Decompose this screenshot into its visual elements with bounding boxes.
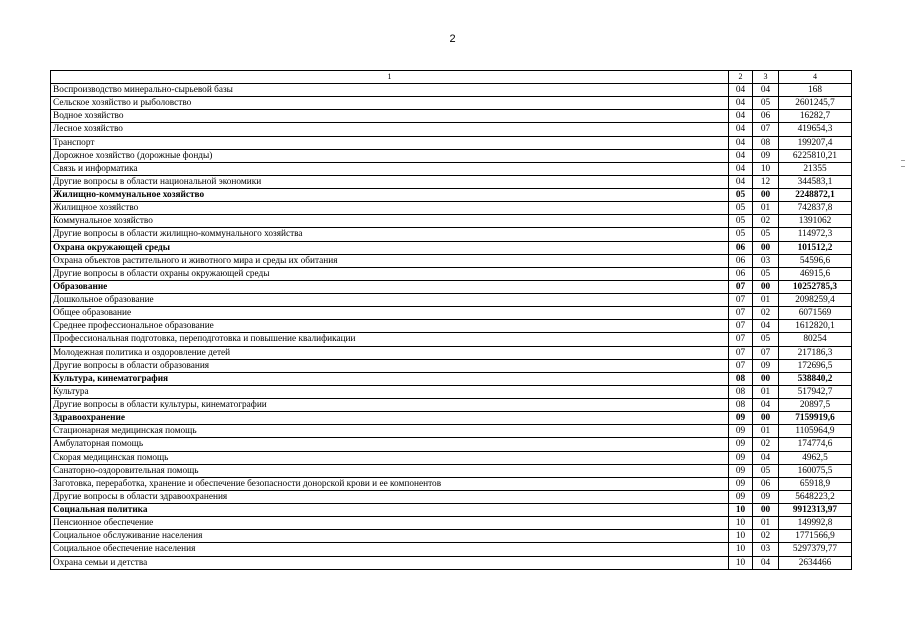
row-section-code: 08 [729, 372, 753, 385]
row-name: Охрана окружающей среды [51, 241, 729, 254]
row-subsection-code: 05 [753, 228, 779, 241]
row-section-code: 04 [729, 110, 753, 123]
row-name: Заготовка, переработка, хранение и обеспечение безопасности донорской крови и ее компонентов [51, 477, 729, 490]
table-row [51, 504, 852, 517]
row-amount: 538840,2 [779, 372, 852, 385]
row-name: Общее образование [51, 307, 729, 320]
row-subsection-code: 01 [753, 202, 779, 215]
row-section-code: 05 [729, 189, 753, 202]
row-name: Социальное обеспечение населения [51, 543, 729, 556]
row-name: Другие вопросы в области национальной экономики [51, 175, 729, 188]
row-amount: 65918,9 [779, 477, 852, 490]
row-section-code: 10 [729, 556, 753, 569]
table-row [51, 372, 852, 385]
row-name: Охрана семьи и детства [51, 556, 729, 569]
row-name: Пенсионное обеспечение [51, 517, 729, 530]
row-section-code: 04 [729, 175, 753, 188]
row-subsection-code: 07 [753, 123, 779, 136]
header-col-4: 4 [779, 71, 852, 84]
row-section-code: 09 [729, 477, 753, 490]
row-amount: 168 [779, 84, 852, 97]
row-amount: 54596,6 [779, 254, 852, 267]
row-subsection-code: 01 [753, 517, 779, 530]
row-section-code: 10 [729, 530, 753, 543]
row-section-code: 06 [729, 254, 753, 267]
row-name: Коммунальное хозяйство [51, 215, 729, 228]
row-subsection-code: 00 [753, 189, 779, 202]
table-row [51, 202, 852, 215]
row-amount: 80254 [779, 333, 852, 346]
row-amount: 16282,7 [779, 110, 852, 123]
row-name: Другие вопросы в области охраны окружающей среды [51, 267, 729, 280]
row-subsection-code: 00 [753, 372, 779, 385]
row-amount: 1105964,9 [779, 425, 852, 438]
table-row [51, 320, 852, 333]
row-subsection-code: 05 [753, 333, 779, 346]
table-row [51, 425, 852, 438]
row-amount: 2601245,7 [779, 97, 852, 110]
row-subsection-code: 00 [753, 504, 779, 517]
row-section-code: 04 [729, 162, 753, 175]
row-name: Связь и информатика [51, 162, 729, 175]
table-row [51, 346, 852, 359]
row-section-code: 10 [729, 543, 753, 556]
table-row [51, 438, 852, 451]
row-subsection-code: 02 [753, 438, 779, 451]
row-section-code: 04 [729, 84, 753, 97]
row-section-code: 07 [729, 320, 753, 333]
table-row [51, 399, 852, 412]
row-subsection-code: 04 [753, 399, 779, 412]
table-row [51, 477, 852, 490]
table-row [51, 517, 852, 530]
row-amount: 2248872,1 [779, 189, 852, 202]
row-section-code: 07 [729, 333, 753, 346]
table-row [51, 162, 852, 175]
row-name: Образование [51, 280, 729, 293]
row-name: Культура, кинематография [51, 372, 729, 385]
table-row [51, 228, 852, 241]
row-subsection-code: 06 [753, 477, 779, 490]
budget-table [50, 70, 852, 570]
row-section-code: 07 [729, 359, 753, 372]
row-amount: 101512,2 [779, 241, 852, 254]
table-row [51, 241, 852, 254]
row-section-code: 05 [729, 215, 753, 228]
row-subsection-code: 09 [753, 149, 779, 162]
table-row [51, 359, 852, 372]
header-col-2: 2 [729, 71, 753, 84]
table-row [51, 412, 852, 425]
row-name: Охрана объектов растительного и животного мира и среды их обитания [51, 254, 729, 267]
row-subsection-code: 07 [753, 346, 779, 359]
table-row [51, 543, 852, 556]
row-name: Среднее профессиональное образование [51, 320, 729, 333]
row-name: Социальное обслуживание населения [51, 530, 729, 543]
row-section-code: 07 [729, 280, 753, 293]
row-name: Сельское хозяйство и рыболовство [51, 97, 729, 110]
row-section-code: 06 [729, 241, 753, 254]
row-subsection-code: 00 [753, 280, 779, 293]
row-amount: 6071569 [779, 307, 852, 320]
row-subsection-code: 02 [753, 215, 779, 228]
table-row [51, 556, 852, 569]
table-row [51, 175, 852, 188]
row-subsection-code: 04 [753, 84, 779, 97]
row-section-code: 04 [729, 149, 753, 162]
table-row [51, 490, 852, 503]
row-subsection-code: 02 [753, 530, 779, 543]
row-amount: 149992,8 [779, 517, 852, 530]
row-name: Санаторно-оздоровительная помощь [51, 464, 729, 477]
row-subsection-code: 00 [753, 241, 779, 254]
row-amount: 1612820,1 [779, 320, 852, 333]
row-name: Водное хозяйство [51, 110, 729, 123]
row-name: Молодежная политика и оздоровление детей [51, 346, 729, 359]
row-subsection-code: 01 [753, 294, 779, 307]
row-name: Здравоохранение [51, 412, 729, 425]
row-name: Скорая медицинская помощь [51, 451, 729, 464]
row-name: Другие вопросы в области образования [51, 359, 729, 372]
table-header-row [51, 71, 852, 84]
row-section-code: 09 [729, 425, 753, 438]
row-amount: 20897,5 [779, 399, 852, 412]
table-row [51, 97, 852, 110]
row-section-code: 10 [729, 517, 753, 530]
row-amount: 9912313,97 [779, 504, 852, 517]
row-section-code: 09 [729, 490, 753, 503]
row-amount: 5297379,77 [779, 543, 852, 556]
row-amount: 160075,5 [779, 464, 852, 477]
row-subsection-code: 08 [753, 136, 779, 149]
table-row [51, 280, 852, 293]
row-name: Социальная политика [51, 504, 729, 517]
row-name: Транспорт [51, 136, 729, 149]
table-row [51, 464, 852, 477]
row-name: Жилищно-коммунальное хозяйство [51, 189, 729, 202]
row-section-code: 06 [729, 267, 753, 280]
row-name: Дошкольное образование [51, 294, 729, 307]
table-row [51, 307, 852, 320]
row-amount: 419654,3 [779, 123, 852, 136]
row-subsection-code: 05 [753, 97, 779, 110]
page-number: 2 [449, 33, 456, 45]
row-name: Профессиональная подготовка, переподготовка и повышение квалификации [51, 333, 729, 346]
row-subsection-code: 10 [753, 162, 779, 175]
row-section-code: 08 [729, 399, 753, 412]
row-subsection-code: 06 [753, 110, 779, 123]
row-name: Дорожное хозяйство (дорожные фонды) [51, 149, 729, 162]
row-amount: 174774,6 [779, 438, 852, 451]
row-section-code: 04 [729, 136, 753, 149]
row-amount: 217186,3 [779, 346, 852, 359]
row-name: Другие вопросы в области здравоохранения [51, 490, 729, 503]
table-row [51, 123, 852, 136]
row-section-code: 04 [729, 123, 753, 136]
row-name: Жилищное хозяйство [51, 202, 729, 215]
row-amount: 6225810,21 [779, 149, 852, 162]
header-col-3: 3 [753, 71, 779, 84]
table-row [51, 136, 852, 149]
table-row [51, 267, 852, 280]
table-row [51, 149, 852, 162]
row-amount: 2634466 [779, 556, 852, 569]
table-row [51, 333, 852, 346]
row-subsection-code: 04 [753, 556, 779, 569]
table-row [51, 189, 852, 202]
row-amount: 2098259,4 [779, 294, 852, 307]
table-row [51, 254, 852, 267]
row-amount: 172696,5 [779, 359, 852, 372]
table-row [51, 385, 852, 398]
scan-edge-mark [901, 160, 905, 161]
scan-edge-mark [901, 166, 905, 167]
table-row [51, 215, 852, 228]
row-name: Стационарная медицинская помощь [51, 425, 729, 438]
row-section-code: 10 [729, 504, 753, 517]
table-body [51, 71, 852, 570]
row-section-code: 07 [729, 294, 753, 307]
row-amount: 742837,8 [779, 202, 852, 215]
row-section-code: 09 [729, 412, 753, 425]
row-subsection-code: 02 [753, 307, 779, 320]
table-row [51, 294, 852, 307]
row-section-code: 09 [729, 464, 753, 477]
row-amount: 114972,3 [779, 228, 852, 241]
row-subsection-code: 04 [753, 451, 779, 464]
row-amount: 7159919,6 [779, 412, 852, 425]
row-amount: 344583,1 [779, 175, 852, 188]
row-amount: 1391062 [779, 215, 852, 228]
row-name: Культура [51, 385, 729, 398]
table-row [51, 530, 852, 543]
table-row [51, 451, 852, 464]
row-subsection-code: 09 [753, 359, 779, 372]
row-section-code: 05 [729, 228, 753, 241]
row-section-code: 09 [729, 438, 753, 451]
row-amount: 10252785,3 [779, 280, 852, 293]
row-section-code: 04 [729, 97, 753, 110]
row-amount: 5648223,2 [779, 490, 852, 503]
row-amount: 1771566,9 [779, 530, 852, 543]
row-subsection-code: 03 [753, 254, 779, 267]
row-subsection-code: 05 [753, 267, 779, 280]
row-name: Лесное хозяйство [51, 123, 729, 136]
row-section-code: 09 [729, 451, 753, 464]
row-subsection-code: 05 [753, 464, 779, 477]
row-section-code: 07 [729, 346, 753, 359]
row-section-code: 07 [729, 307, 753, 320]
table-row [51, 84, 852, 97]
row-subsection-code: 12 [753, 175, 779, 188]
row-subsection-code: 03 [753, 543, 779, 556]
row-section-code: 08 [729, 385, 753, 398]
row-amount: 46915,6 [779, 267, 852, 280]
row-section-code: 05 [729, 202, 753, 215]
row-subsection-code: 00 [753, 412, 779, 425]
row-subsection-code: 09 [753, 490, 779, 503]
row-name: Другие вопросы в области культуры, кинематографии [51, 399, 729, 412]
header-col-1: 1 [51, 71, 729, 84]
row-amount: 517942,7 [779, 385, 852, 398]
row-subsection-code: 04 [753, 320, 779, 333]
row-amount: 4962,5 [779, 451, 852, 464]
row-amount: 199207,4 [779, 136, 852, 149]
row-subsection-code: 01 [753, 425, 779, 438]
row-name: Воспроизводство минерально-сырьевой базы [51, 84, 729, 97]
table-row [51, 110, 852, 123]
row-subsection-code: 01 [753, 385, 779, 398]
row-name: Амбулаторная помощь [51, 438, 729, 451]
row-name: Другие вопросы в области жилищно-коммунального хозяйства [51, 228, 729, 241]
row-amount: 21355 [779, 162, 852, 175]
